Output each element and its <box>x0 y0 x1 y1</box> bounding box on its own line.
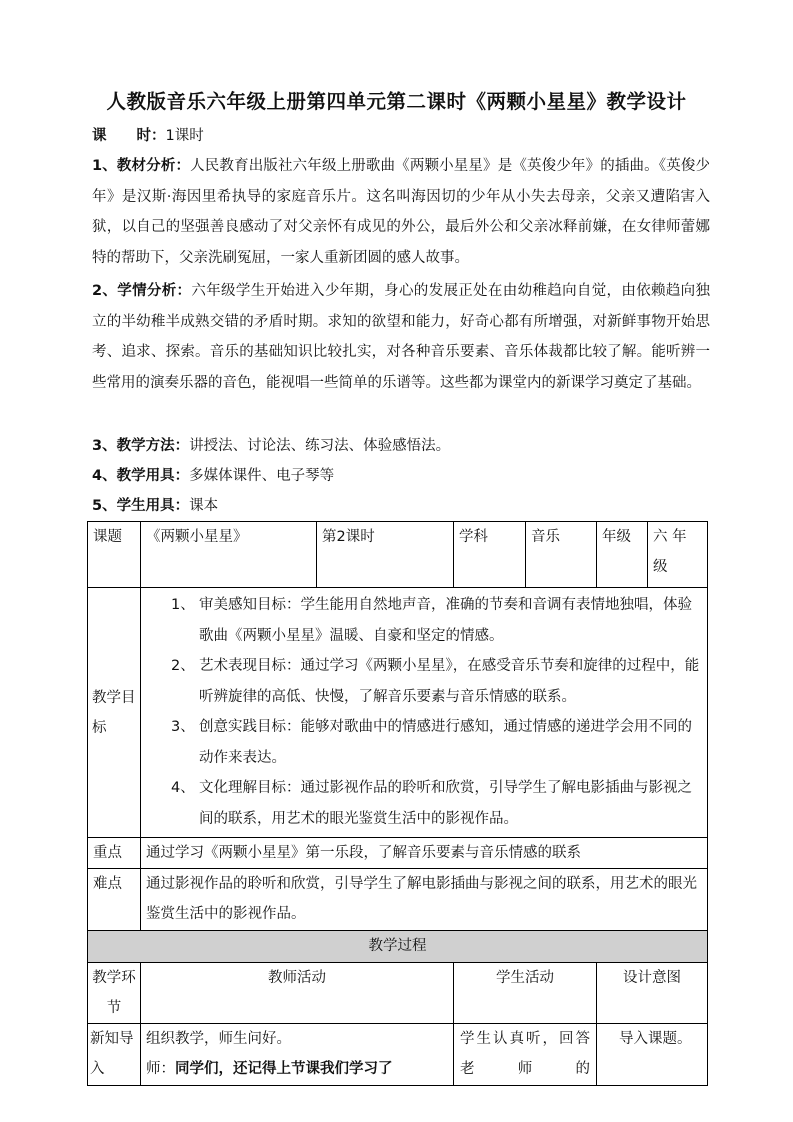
class-hours-line <box>92 121 712 151</box>
cell-difficulty-label: 难点 <box>88 869 141 931</box>
section-text: 课本 <box>189 498 219 514</box>
objective-number: 2、 <box>171 658 195 674</box>
cell-subject-value: 音乐 <box>526 522 597 588</box>
cell-lesson-number: 第2课时 <box>317 522 454 588</box>
teacher-line-1: 组织教学，师生问好。 <box>146 1031 291 1047</box>
table-row-process-header <box>88 931 708 963</box>
objective-item <box>143 651 701 712</box>
col-design-intent: 设计意图 <box>597 963 708 1024</box>
section-textbook-analysis <box>92 151 710 273</box>
cell-key-label: 重点 <box>88 838 141 869</box>
cell-grade-value: 六 年 级 <box>648 522 708 588</box>
objective-number: 1、 <box>171 597 195 613</box>
objective-text: 创意实践目标：能够对歌曲中的情感进行感知，通过情感的递进学会用不同的动作来表达。 <box>199 719 692 766</box>
cell-process-header: 教学过程 <box>88 931 708 963</box>
objective-text: 文化理解目标：通过影视作品的聆听和欣赏，引导学生了解电影插曲与影视之间的联系，用艺术的眼光鉴赏生活中的影视作品。 <box>199 780 692 827</box>
table-row-difficulty <box>88 869 708 931</box>
section-label: 4、教学用具： <box>92 468 190 484</box>
objective-text: 审美感知目标：学生能用自然地声音，准确的节奏和音调有表情地独唱，体验歌曲《两颗小星星》温暖、自豪和坚定的情感。 <box>199 597 692 644</box>
table-row-objectives <box>88 588 708 838</box>
section-teaching-tools <box>92 461 712 491</box>
page-title: 人教版音乐六年级上册第四单元第二课时《两颗小星星》教学设计 <box>106 90 687 113</box>
cell-subject-label: 学科 <box>454 522 526 588</box>
section-student-analysis <box>92 276 710 398</box>
objective-item <box>143 773 701 834</box>
section-teaching-methods <box>92 431 712 461</box>
section-label: 2、学情分析： <box>92 283 192 299</box>
class-hours-label-b: 时： <box>136 128 166 144</box>
section-text: 人民教育出版社六年级上册歌曲《两颗小星星》是《英俊少年》的插曲。《英俊少年》是汉斯·海因里希执导的家庭音乐片。这名叫海因切的少年从小失去母亲，父亲又遭陷害入狱，以自己的坚强善良感动了对父亲怀有成见的外公，最后外公和父亲冰释前嫌，在女律师蕾娜特的帮助下，父亲洗刷冤屈，一家人重新团圆的感人故事。 <box>92 158 711 266</box>
objective-number: 3、 <box>171 719 195 735</box>
section-label: 3、教学方法： <box>92 438 190 454</box>
objective-number: 4、 <box>171 780 195 796</box>
cell-teacher-activity <box>141 1024 454 1086</box>
objective-item <box>143 712 701 773</box>
cell-grade-label: 年级 <box>597 522 648 588</box>
class-hours-value: 1课时 <box>165 128 204 144</box>
cell-objectives-list <box>141 588 708 838</box>
cell-student-activity: 学生认真听，回答老师的 <box>454 1024 597 1086</box>
table-row-process-intro <box>88 1024 708 1086</box>
section-text: 六年级学生开始进入少年期，身心的发展正处在由幼稚趋向自觉，由依赖趋向独立的半幼稚半成熟交错的矛盾时期。求知的欲望和能力，好奇心都有所增强，对新鲜事物开始思考、追求、探索。音乐的基础知识比较扎实，对各种音乐要素、音乐体裁都比较了解。能听辨一些常用的演奏乐器的音色，能视唱一些简单的乐谱等。这些都为课堂内的新课学习奠定了基础。 <box>92 283 711 391</box>
section-text: 多媒体课件、电子琴等 <box>189 468 335 484</box>
objective-item <box>143 590 701 651</box>
section-text: 讲授法、讨论法、练习法、体验感悟法。 <box>189 438 451 454</box>
class-hours-label-a: 课 <box>92 128 107 144</box>
col-teacher-activity: 教师活动 <box>141 963 454 1024</box>
section-student-tools <box>92 491 712 521</box>
table-row-key-point <box>88 838 708 869</box>
cell-key-text: 通过学习《两颗小星星》第一乐段，了解音乐要素与音乐情感的联系 <box>141 838 708 869</box>
table-row-course-info <box>88 522 708 588</box>
teacher-line-2-bold: 同学们，还记得上节课我们学习了 <box>175 1061 393 1077</box>
col-stage: 教学环节 <box>88 963 141 1024</box>
teacher-line-2 <box>146 1054 448 1084</box>
lesson-plan-table <box>87 521 708 1086</box>
cell-design-intent: 导入课题。 <box>597 1024 708 1086</box>
teacher-line-2-prefix: 师： <box>146 1061 175 1077</box>
section-label: 1、教材分析： <box>92 158 191 174</box>
cell-topic-label: 课题 <box>88 522 141 588</box>
cell-objectives-label: 教学目标 <box>88 588 141 838</box>
col-student-activity: 学生活动 <box>454 963 597 1024</box>
section-label: 5、学生用具： <box>92 498 190 514</box>
cell-topic-value: 《两颗小星星》 <box>141 522 317 588</box>
cell-stage: 新知导入 <box>88 1024 141 1086</box>
table-row-process-columns <box>88 963 708 1024</box>
cell-difficulty-text: 通过影视作品的聆听和欣赏，引导学生了解电影插曲与影视之间的联系，用艺术的眼光鉴赏生活中的影视作品。 <box>141 869 708 931</box>
objective-text: 艺术表现目标：通过学习《两颗小星星》，在感受音乐节奏和旋律的过程中，能听辨旋律的高低、快慢，了解音乐要素与音乐情感的联系。 <box>199 658 700 705</box>
